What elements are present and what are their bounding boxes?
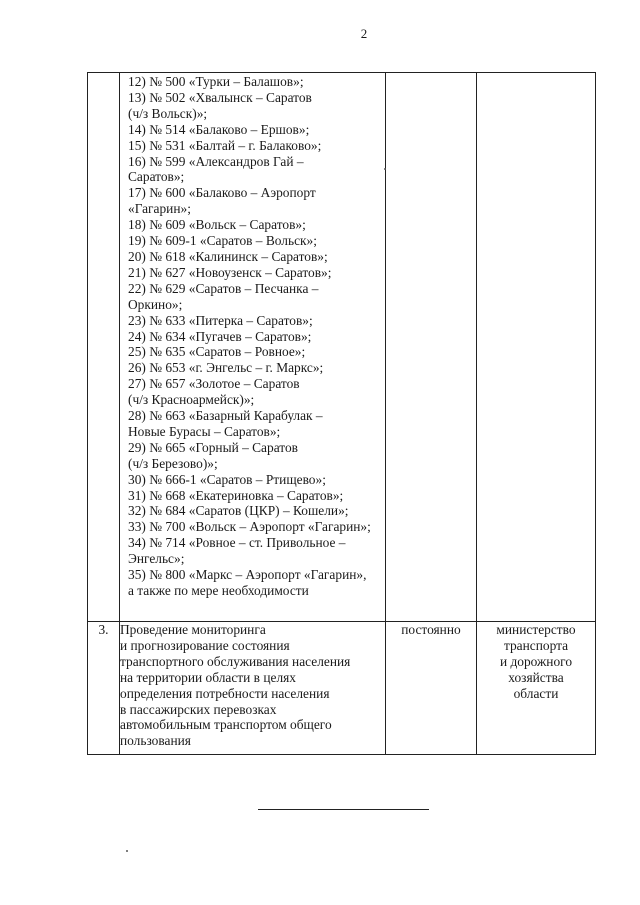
route-line: 21) № 627 «Новоузенск – Саратов»; [128,264,332,280]
item-description-line: в пассажирских перевозках [120,701,277,717]
route-line: 18) № 609 «Вольск – Саратов»; [128,217,306,233]
item-responsible-line: транспорта [503,637,569,653]
route-line: 23) № 633 «Питерка – Саратов»; [128,312,313,328]
route-line: Новые Бурасы – Саратов»; [128,423,281,439]
bottom-divider-line [258,809,429,810]
scan-speck [126,850,128,852]
item-responsible-line: области [513,685,559,701]
routes-list [120,73,385,599]
table-row-routes [88,73,596,622]
route-line: 19) № 609-1 «Саратов – Вольск»; [128,233,317,249]
item-responsible-line: министерство [496,622,576,637]
route-line: 30) № 666-1 «Саратов – Ртищево»; [128,471,326,487]
route-line: а также по мере необходимости [128,583,309,598]
cell-routes-list [120,73,386,622]
item-description-line: автомобильным транспортом общего [120,717,332,733]
route-line: 14) № 514 «Балаково – Ершов»; [128,121,310,137]
item-description-line: и прогнозирование состояния [120,637,290,653]
route-line: 26) № 653 «г. Энгельс – г. Маркс»; [128,360,324,376]
scan-speck [384,168,386,170]
route-line: (ч/з Красноармейск)»; [128,392,255,408]
item-number: 3. [88,622,120,755]
route-line: 28) № 663 «Базарный Карабулак – [128,408,323,424]
route-line: 31) № 668 «Екатериновка – Саратов»; [128,487,344,503]
route-line: (ч/з Вольск)»; [128,105,208,121]
route-line: Саратов»; [128,169,185,185]
route-line: 33) № 700 «Вольск – Аэропорт «Гагарин»; [128,519,371,535]
cell-number-empty [88,73,120,622]
item-description-line: определения потребности населения [120,685,330,701]
item-term: постоянно [386,622,477,755]
route-line: 13) № 502 «Хвалынск – Саратов [128,89,312,105]
item-description-line: пользования [120,733,191,749]
route-line: Энгельс»; [128,551,185,567]
route-line: 20) № 618 «Калининск – Саратов»; [128,248,328,264]
cell-responsible-empty [477,73,596,622]
route-line: 12) № 500 «Турки – Балашов»; [128,74,304,89]
route-line: 22) № 629 «Саратов – Песчанка – [128,280,319,296]
cell-term-empty [386,73,477,622]
route-line: 16) № 599 «Александров Гай – [128,153,304,169]
page-number: 2 [360,26,368,41]
item-responsible [477,622,596,755]
route-line: 17) № 600 «Балаково – Аэропорт [128,185,316,201]
item-description-line: на территории области в целях [120,669,296,685]
route-line: 29) № 665 «Горный – Саратов [128,439,298,455]
route-line: 15) № 531 «Балтай – г. Балаково»; [128,137,322,153]
route-line: 25) № 635 «Саратов – Ровное»; [128,344,306,360]
route-line: «Гагарин»; [128,201,191,217]
route-line: 34) № 714 «Ровное – ст. Привольное – [128,535,346,551]
route-line: 35) № 800 «Маркс – Аэропорт «Гагарин», [128,567,367,583]
item-description-line: Проведение мониторинга [120,622,266,637]
item-description [120,622,386,755]
route-line: 24) № 634 «Пугачев – Саратов»; [128,328,312,344]
measures-table [87,72,596,755]
route-line: Оркино»; [128,296,183,312]
item-responsible-line: хозяйства [508,669,564,685]
item-responsible-line: и дорожного [499,653,573,669]
item-description-line: транспортного обслуживания населения [120,653,351,669]
route-line: 27) № 657 «Золотое – Саратов [128,376,300,392]
route-line: (ч/з Березово)»; [128,455,218,471]
table-row-item-3 [88,622,596,755]
route-line: 32) № 684 «Саратов (ЦКР) – Кошели»; [128,503,349,519]
